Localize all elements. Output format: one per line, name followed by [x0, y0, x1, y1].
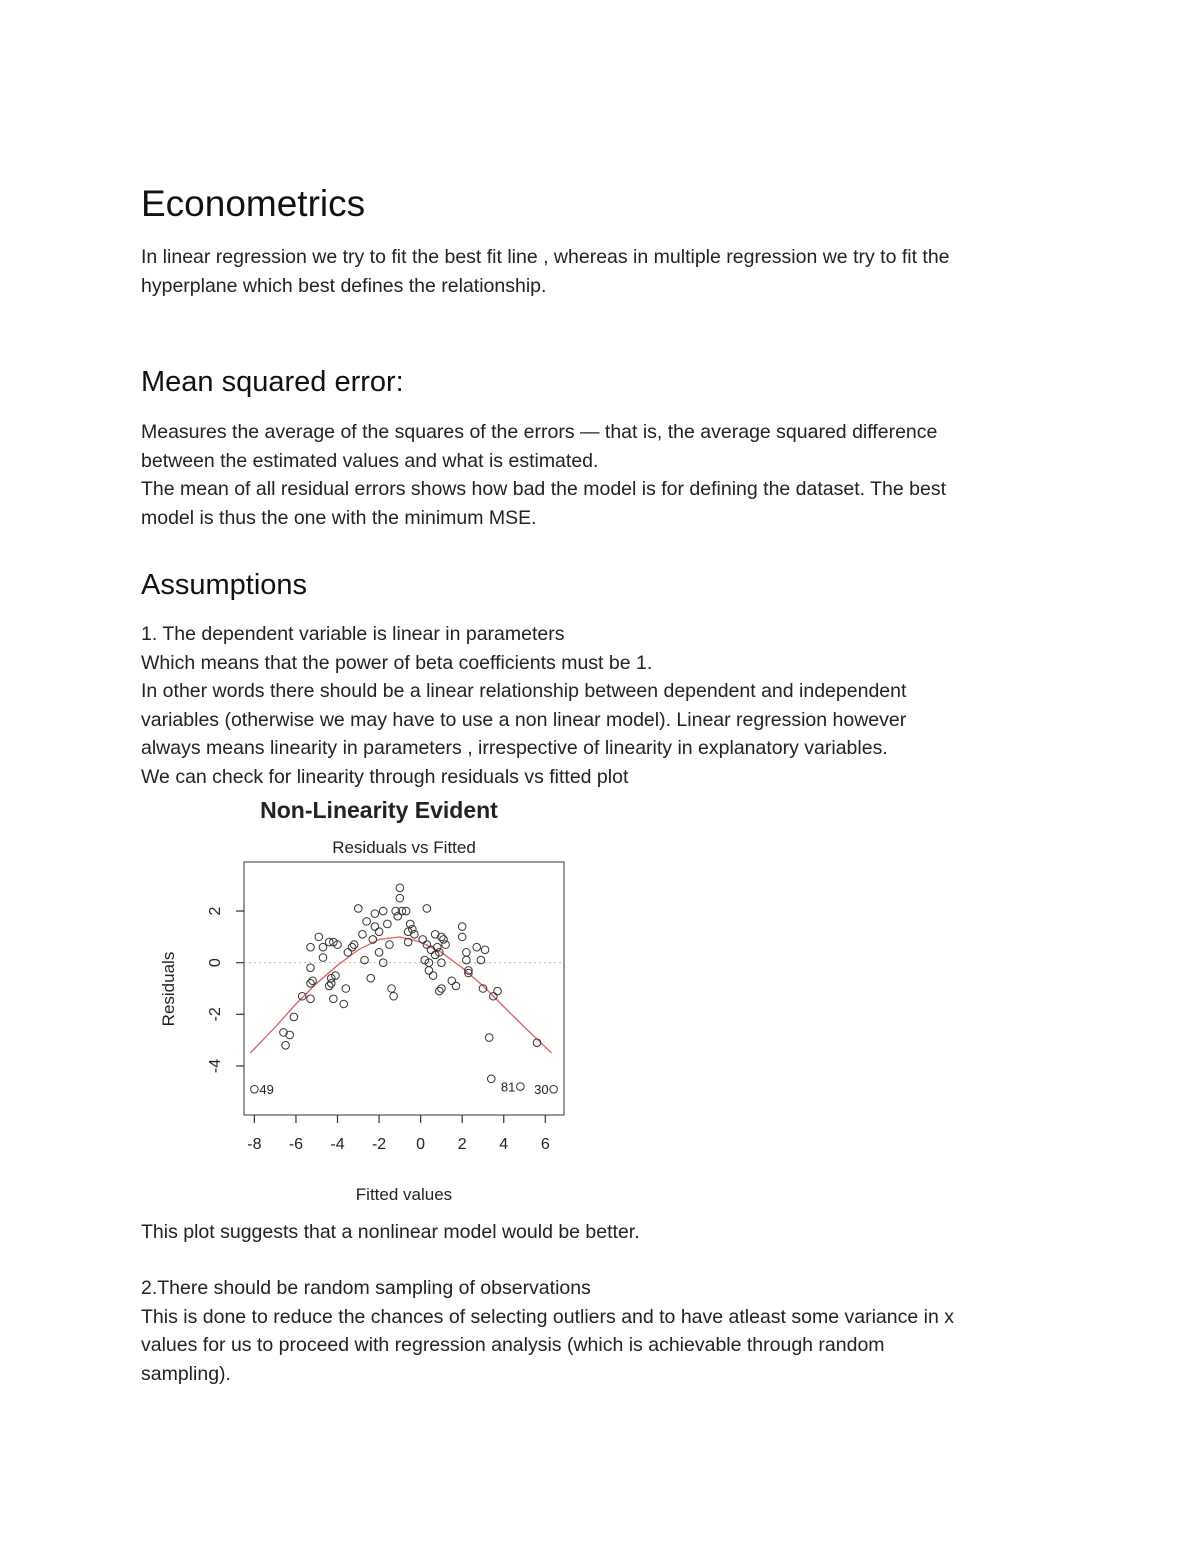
point-annotation: 30	[534, 1082, 549, 1098]
mse-line: model is thus the one with the minimum MSE.	[141, 506, 537, 529]
data-point	[458, 923, 466, 931]
data-point	[315, 933, 323, 941]
mse-line: between the estimated values and what is estimated.	[141, 449, 599, 472]
assumption-line: Which means that the power of beta coefficients must be 1.	[141, 651, 653, 674]
y-tick-label: 2	[207, 906, 225, 916]
data-point	[463, 956, 471, 964]
y-tick-label: -4	[207, 1058, 225, 1074]
data-point	[448, 977, 456, 985]
x-tick-label: -4	[330, 1136, 345, 1153]
data-point	[481, 946, 489, 954]
data-point	[442, 941, 450, 949]
assumption-two-line: 2.There should be random sampling of observations	[141, 1277, 591, 1299]
chart-title: Residuals vs Fitted	[332, 838, 476, 857]
x-tick-label: -8	[247, 1136, 262, 1153]
data-point	[419, 936, 427, 944]
data-point	[298, 992, 306, 1000]
figure-title: Non-Linearity Evident	[260, 797, 498, 823]
data-point	[425, 967, 433, 975]
plot-frame	[244, 862, 564, 1115]
assumption-one-paragraph	[141, 620, 906, 792]
point-annotation: 81	[500, 1079, 516, 1095]
intro-line: In linear regression we try to fit the best fit line , whereas in multiple regression we try to fit the	[141, 246, 950, 268]
assumption-line: We can check for linearity through residuals vs fitted plot	[141, 765, 629, 788]
assumption-two-line: values for us to proceed with regression analysis (which is achievable through random	[141, 1334, 885, 1357]
y-axis-label: Residuals	[159, 951, 178, 1027]
mse-line: Measures the average of the squares of the errors — that is, the average squared difference	[141, 421, 938, 443]
data-point	[485, 1034, 493, 1042]
mse-line: The mean of all residual errors shows how bad the model is for defining the dataset. The best	[141, 478, 947, 501]
data-point	[394, 912, 402, 920]
data-point	[406, 920, 414, 928]
data-point	[359, 930, 367, 938]
data-point	[344, 949, 352, 957]
data-point	[307, 964, 315, 972]
data-point	[390, 992, 398, 1000]
x-tick-label: 4	[499, 1136, 509, 1153]
assumption-line: variables (otherwise we may have to use a non linear model). Linear regression however	[141, 708, 907, 731]
data-point	[307, 943, 315, 951]
intro-line: hyperplane which best defines the relationship.	[141, 274, 547, 297]
page-title: Econometrics	[141, 183, 366, 224]
data-point	[286, 1031, 294, 1039]
residuals-vs-fitted-figure	[150, 792, 580, 1212]
smoother-line	[250, 937, 551, 1053]
point-annotation: 49	[259, 1082, 274, 1098]
x-tick-label: 6	[540, 1136, 550, 1153]
assumption-line: always means linearity in parameters , irrespective of linearity in explanatory variables.	[141, 737, 888, 760]
data-point	[386, 941, 394, 949]
assumption-two-paragraph	[141, 1274, 954, 1388]
data-point	[487, 1075, 495, 1083]
data-point	[463, 949, 471, 957]
plot-conclusion: This plot suggests that a nonlinear model would be better.	[141, 1221, 640, 1243]
data-point	[388, 985, 396, 993]
data-point	[384, 920, 392, 928]
assumption-two-line: sampling).	[141, 1362, 231, 1385]
data-point	[342, 985, 350, 993]
data-point	[371, 910, 379, 918]
data-point	[458, 933, 466, 941]
data-point	[375, 928, 383, 936]
data-point	[290, 1013, 298, 1021]
data-point	[330, 995, 338, 1003]
y-tick-label: -2	[207, 1007, 225, 1022]
data-point	[375, 949, 383, 957]
assumption-two-line: This is done to reduce the chances of selecting outliers and to have atleast some variance in x	[141, 1305, 954, 1328]
data-point	[452, 982, 460, 990]
mse-heading: Mean squared error:	[141, 366, 404, 398]
data-point	[282, 1041, 290, 1049]
x-axis-label: Fitted values	[355, 1185, 453, 1204]
x-tick-label: -2	[371, 1136, 387, 1153]
data-point	[423, 905, 431, 913]
data-point	[411, 930, 419, 938]
data-point	[319, 943, 327, 951]
data-point	[473, 943, 481, 951]
data-point	[319, 954, 327, 962]
plot-content	[207, 884, 564, 1153]
data-point	[550, 1085, 558, 1093]
data-point	[494, 987, 502, 995]
x-tick-label: 2	[457, 1136, 467, 1153]
data-point	[429, 972, 437, 980]
mse-paragraph	[141, 418, 946, 532]
data-point	[307, 995, 315, 1003]
data-point	[396, 894, 404, 902]
y-tick-label: 0	[207, 958, 225, 968]
intro-paragraph	[141, 243, 950, 300]
data-point	[371, 923, 379, 931]
assumptions-heading: Assumptions	[141, 569, 308, 601]
data-point	[251, 1085, 259, 1093]
x-tick-label: -6	[288, 1136, 304, 1153]
data-point	[517, 1083, 525, 1091]
x-tick-label: 0	[416, 1136, 426, 1153]
data-point	[379, 907, 387, 915]
data-point	[396, 884, 404, 892]
data-point	[363, 918, 371, 926]
data-point	[354, 905, 362, 913]
assumption-line: In other words there should be a linear relationship between dependent and independent	[141, 680, 907, 703]
assumption-line: 1. The dependent variable is linear in parameters	[141, 623, 565, 645]
data-point	[367, 974, 375, 982]
data-point	[340, 1000, 348, 1008]
